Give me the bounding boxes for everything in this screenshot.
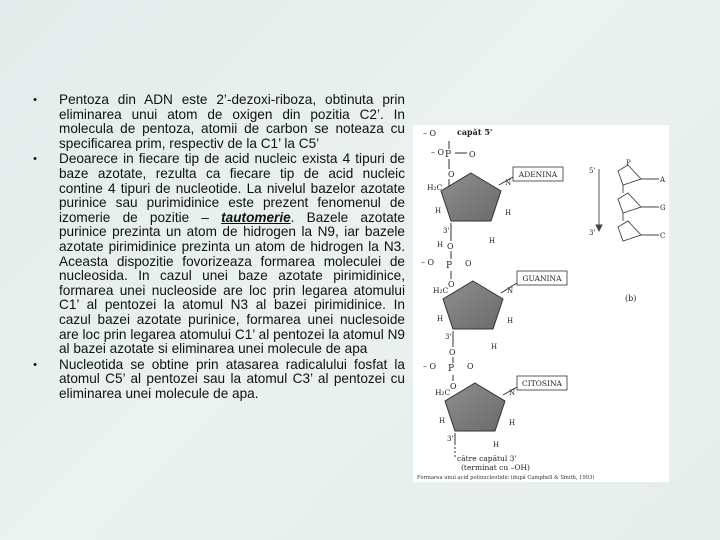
atom-label: N [507,287,514,295]
bullet-text: Nucleotida se obtine prin atasarea radicalului fosfat la atomul C5’ al pentozei sau la atomul C3’ al pentozei cu eliminarea unei molecule de apa. [59,356,405,401]
bullet-marker: • [33,153,37,166]
atom-label: 3' [443,227,450,235]
atom-label: H [435,207,442,215]
schematic-chain [596,165,659,241]
atom-label: P [448,364,455,374]
atom-label: 5' [589,167,596,175]
schematic-pentagon [618,165,641,185]
atom-label: N [505,179,512,187]
atom-label: – O [421,258,435,267]
atom-label: H₂C [433,286,449,295]
schematic-pentagon [618,221,641,241]
bullet-item-nucleotide [30,358,405,402]
figure-caption: Formarea unui acid polinucleotidic (după Campbell & Smith, 1993) [417,475,595,481]
chain-letter-c: C [660,232,666,240]
atom-label: O [449,348,456,357]
bullet-text: Pentoza din ADN este 2’-dezoxi-riboza, obtinuta prin eliminarea unui atom de oxigen din pozitia C2’. In molecula de pentoza, atomii de carbon se noteaza cu specificarea prim, respectiv de la C1’ la C5’ [59,92,405,151]
chain-letter-a: A [660,176,666,184]
atom-label: – O [423,362,437,371]
atom-label: 3' [445,333,452,341]
atom-label: H [507,317,514,325]
atom-label: H₂C [435,388,451,397]
panel-label: (b) [625,294,637,303]
keyword-tautomerie: tautomerie [221,209,291,225]
end-3-label: către capătul 3' [457,454,517,463]
bullet-item-pentose [30,93,405,151]
bullet-marker: • [33,94,37,106]
polynucleotide-diagram [413,125,669,482]
atom-label: 3' [589,229,596,237]
atom-label: H [509,419,516,427]
base-label-adenine: ADENINA [518,170,558,179]
atom-label: O [467,362,474,371]
bullet-text-continued: . Bazele azotate purinice prezinta un atom de hidrogen la N9, iar bazele azotate pirimidinice prezinta un atom de hidrogen la N3. Aceasta dispozitie fovorizeaza formarea moleculei de nucleosida. In cazul unei baze azotate pirimidinice, formarea unei nucleoside are loc prin legarea atomului C1’ al pentozei la atomul N3 al bazei pirimidinice. In cazul bazei azotate purinice, formarea unei nuclesoide are loc prin legarea atomului C1’ al pentozei la atomul N9 al bazei azotate si eliminarea unei molecule de apa [59,209,405,357]
atom-label: O [450,382,457,391]
polynucleotide-figure [413,125,669,482]
chain-letter-g: G [660,204,666,212]
atom-label: H [505,209,512,217]
atom-label: – O [431,148,445,157]
atom-label: – O [423,129,437,138]
bullet-marker: • [33,358,37,371]
atom-label: P [446,261,453,271]
atom-label: 3' [447,435,454,443]
atom-label: H [437,241,444,249]
end-3-sublabel: (terminat cu –OH) [461,463,530,472]
bullet-text: Deoarece in fiecare tip de acid nucleic exista 4 tipuri de baze azotate, rezulta ca fiecare tip de acid nucleic contine 4 tipuri de nucleotide. La nivelul bazelor azotate purinice sau purimidinice este prezent fenomenul de izomerie de pozitie – [59,151,405,225]
pentose-ring [441,173,501,221]
atom-label: H [437,315,444,323]
atom-label: H₂C [427,183,443,192]
base-label-cytosine: CITOSINA [522,379,562,388]
atom-label: O [469,150,476,159]
atom-label: P [445,150,452,160]
atom-label: O [447,242,454,251]
atom-label: H [493,441,500,449]
atom-label: O [448,280,455,289]
schematic-pentagon [618,193,641,213]
atom-label: N [509,389,516,397]
bullet-list [30,93,405,402]
end-5-label: capăt 5' [457,127,493,137]
atom-label: P [626,159,631,167]
bullet-item-bases [30,152,405,356]
atom-label: H [489,237,496,245]
atom-label: H [491,343,498,351]
atom-label: O [465,259,472,268]
atom-label: O [448,170,455,179]
atom-label: H [439,417,446,425]
direction-arrow-head [596,225,602,231]
base-label-guanine: GUANINA [522,274,562,283]
